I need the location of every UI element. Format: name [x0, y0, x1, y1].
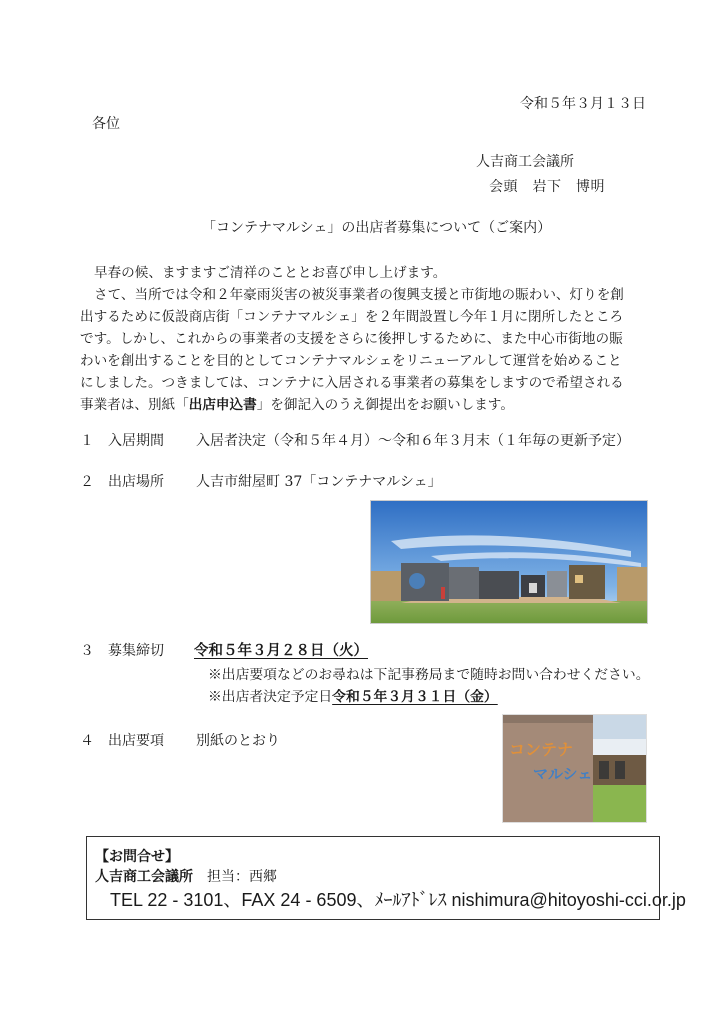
inquiry-note: ※出店要項などのお尋ねは下記事務局まで随時お問い合わせください。 [208, 667, 650, 683]
contact-heading: 【お問合せ】 [95, 849, 179, 865]
body-text: 事業者は、別紙「 [80, 397, 189, 413]
item-value: 人吉市紺屋町 37「コンテナマルシェ」 [196, 474, 442, 490]
addressee: 各位 [92, 116, 120, 132]
body-text: 」を御記入のうえ御提出をお願いします。 [256, 397, 514, 413]
item-value: 別紙のとおり [196, 733, 280, 749]
sender-organization: 人吉商工会議所 [476, 154, 574, 170]
body-line: わいを創出することを目的としてコンテナマルシェをリニューアルして運営を始めること [80, 353, 622, 369]
item-number: ３ [80, 643, 94, 659]
document-date: 令和５年３月１３日 [520, 96, 646, 112]
deadline-date: 令和５年３月２８日（火） [194, 642, 368, 659]
container-marche-photo [370, 500, 648, 624]
contact-person: 担当：西郷 [207, 869, 277, 885]
note-text: ※出店者決定予定日 [208, 689, 333, 705]
item-number: １ [80, 433, 94, 449]
body-line: です。しかし、これからの事業者の支援をさらに後押しするために、また中心市街地の賑 [80, 331, 623, 347]
body-line: にしました。つきましては、コンテナに入居される事業者の募集をしますので希望される [80, 375, 624, 391]
item-number: ２ [80, 474, 94, 490]
body-line [80, 394, 660, 416]
document-title: 「コンテナマルシェ」の出店者募集について（ご案内） [202, 220, 552, 236]
sender-name: 会頭 岩下 博明 [489, 179, 605, 195]
item-value: 入居者決定（令和５年４月）～令和６年３月末（１年毎の更新予定） [196, 433, 630, 449]
sign-text-line2: マルシェ [533, 765, 593, 783]
sign-text-line1: コンテナ [509, 740, 574, 759]
application-form-name: 出店申込書 [188, 397, 257, 413]
item-label: 出店要項 [108, 733, 164, 749]
item-number: ４ [80, 733, 94, 749]
body-line: 早春の候、ますますご清祥のこととお喜び申し上げます。 [94, 265, 447, 281]
body-paragraph [80, 262, 660, 416]
container-marche-sign-photo [502, 714, 647, 823]
item-label: 出店場所 [108, 474, 164, 490]
item-label: 募集締切 [108, 643, 164, 659]
body-line: さて、当所では令和２年豪雨災害の被災事業者の復興支援と市街地の賑わい、灯りを創 [94, 287, 624, 303]
decision-date-note [208, 685, 498, 705]
decision-date: 令和５年３月３１日（金） [332, 689, 498, 705]
contact-details: TEL 22 - 3101、FAX 24 - 6509、ﾒｰﾙｱﾄﾞﾚｽ nishimura@hitoyoshi-cci.or.jp [110, 890, 686, 910]
contact-org-line [95, 866, 277, 886]
body-line: 出するために仮設商店街「コンテナマルシェ」を２年間設置し今年１月に閉所したところ [80, 309, 624, 325]
contact-organization: 人吉商工会議所 [95, 869, 193, 885]
item-label: 入居期間 [108, 433, 164, 449]
